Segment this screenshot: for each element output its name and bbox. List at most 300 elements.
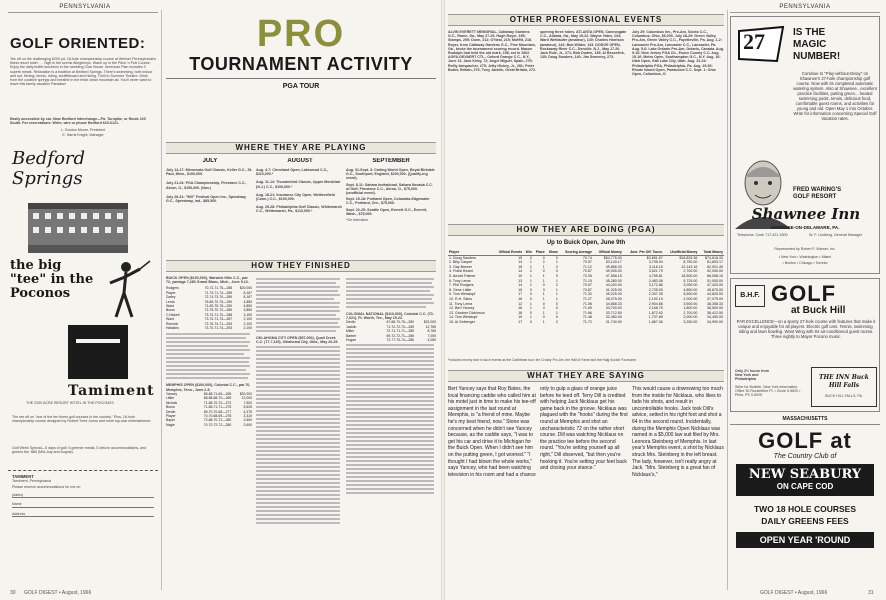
saying-col-1: Bert Yancey says that Roy Bates, the local financing caddie who called him at his motel just in time to make his tee-off assignment in the last round at Memphis, is "a friend of mine. Maybe he's my best friend, now." Stone was concerned when he didn't see Yancey because, as the caddie says, "I was to get his car and drive it to Michigan for the Buick Open. When I didn't see him on the putting green, I got worried." "I thought I had blown the whole works," says Yancey, who had been watching television in his room and had a chance (448, 386, 536, 478)
golf-oriented-headline: GOLF ORIENTED: (10, 35, 146, 52)
result-cell: 73-70-71-73—287 (204, 317, 233, 322)
result-cell: 68-68-68-70—269 (203, 396, 232, 401)
tamiment-coupon[interactable] (8, 470, 158, 520)
money-cell: 70.87 (582, 269, 592, 274)
result-cell: $20,000 (239, 391, 252, 396)
money-cell: 2,904.86 (648, 301, 663, 306)
money-header-cell: Place (533, 250, 546, 255)
ad-27-headline-2: MAGIC (793, 39, 827, 50)
pga-tour-label: PGA TOUR (166, 78, 436, 90)
seabury-logo-2: ON CAPE COD (776, 482, 834, 491)
seabury-logo-box (736, 464, 874, 496)
money-cell: 1,707.89 (648, 315, 663, 320)
money-cell: 0 (542, 269, 545, 274)
golf-resort-label: GOLF RESORT (793, 194, 837, 200)
money-cell: 53,143.17 (605, 260, 622, 265)
money-cell: 31,740.00 (605, 319, 622, 324)
fred-waring-label: FRED WARING'S (793, 187, 842, 193)
money-cell: 1 (542, 310, 545, 315)
money-cell: 8. Gene Littler (449, 287, 472, 292)
money-cell: 33,712.50 (605, 310, 622, 315)
big-tee-tagline: the big "tee" in the Poconos (10, 257, 94, 301)
money-cell: 2 (529, 269, 532, 274)
month-september-label: SEPTEMBER (372, 158, 410, 164)
result-cell: Boros (166, 405, 175, 410)
results-column-right (346, 276, 436, 586)
right-state-header: PENNSYLVANIA (779, 4, 831, 10)
result-cell: Devlin (346, 320, 356, 325)
buck-hill-inn-location: BUCK HILL FALLS, PA. (825, 394, 863, 398)
money-cell: 62,001.49 (707, 264, 723, 269)
money-cell: 1 (542, 296, 545, 301)
money-cell: 34,450.00 (707, 315, 723, 320)
money-header-cell: Aver. Per Off. Tourn. (623, 250, 664, 255)
money-cell: 66,058.15 (707, 273, 723, 278)
memphis-results-table (166, 392, 252, 427)
money-cell: 0 (555, 315, 558, 320)
result-cell: 70-70-68-69—278 (203, 413, 232, 418)
money-cell: 3,172.86 (648, 283, 663, 288)
money-cell: 3,500.00 (683, 301, 698, 306)
money-cell: 4. Frank Beard (449, 269, 473, 274)
money-cell: 71.48 (582, 315, 592, 320)
result-cell: Devlin (166, 409, 176, 414)
result-cell: 8,167 (243, 295, 252, 300)
money-cell: 45,875.00 (707, 287, 723, 292)
money-cell: 17 (518, 319, 523, 324)
right-footer-magazine: GOLF DIGEST • August, 1966 (760, 590, 828, 596)
golf-oriented-body: Tee off on the challenging 6200-yd. 18-hole championship course at Weimer Pennsylvania's finest resort hotel . . . high in the scenic Alleghenys. Warm up in the Pitch 'n Putt Course. Enjoy the daily buffet luncheon in the rambling Club House. American Plan includes 3 superb meals. Relaxation is a tradition at Bedford Springs. There's swimming, both indoor and out, fishing, tennis, riding, shuffleboard and hiking. Thrill to Summer Theatre. Drink from the curative springs and breathe in the fresh clean mountain air. You'll never want to leave this family vacation Paradise! (10, 57, 156, 87)
money-cell: 1 (529, 315, 532, 320)
money-cell: 0 (542, 255, 545, 260)
result-cell: 12,000 (241, 396, 252, 401)
seabury-logo-1: NEW SEABURY (748, 467, 862, 482)
september-entry-1: Aug. 31-Sept. 3: Carling World Open, Royal Birkdale G.C., Southport, England, $200,000. (Qualify-ing event). (346, 168, 435, 181)
money-cell: 5,600.00 (683, 292, 698, 297)
money-cell: 1 (555, 292, 558, 297)
result-cell: 72-76-74-71—293 (204, 321, 233, 326)
july-entry-2: July 21-24: PGA Championship, Firestone C.C., Akron, O., $150,000. (Nov.) (166, 181, 247, 190)
money-cell: 71.69 (582, 306, 592, 311)
result-cell: 71-69-75-75—290 (204, 304, 233, 309)
money-header-cell: Player (448, 250, 493, 255)
hotel-illustration-icon (28, 187, 128, 253)
result-cell: Jacklin (346, 324, 357, 329)
money-cell: 41,025.00 (605, 287, 622, 292)
money-cell: 71.12 (582, 264, 592, 269)
money-cell: 36,500.00 (707, 306, 723, 311)
tamiment-t-icon (68, 325, 128, 379)
money-cell: 1 (542, 319, 545, 324)
result-cell: 2,100 (243, 317, 252, 322)
pro-header (166, 14, 436, 114)
money-cell: 2 (555, 264, 558, 269)
tamiment-offer: Golf Week Special—5 days of golf, 6 greener meals, 5 deluxe accommodations, and greens fee. $85 (Mid-July and August). (12, 445, 147, 455)
money-cell: 2,700.00 (683, 269, 698, 274)
money-cell: 12 (518, 301, 523, 306)
right-page-number: 31 (868, 590, 874, 596)
seabury-body-2: DAILY GREENS FEES (761, 516, 849, 526)
money-cell: 0 (555, 269, 558, 274)
money-header-cell: Total Money (698, 250, 724, 255)
shawnee-rep: Represented by Robert F. Warner, Inc. (774, 247, 836, 251)
result-cell: 4,050 (427, 338, 436, 343)
september-entry-4: Sept. 22-25: Seattle Open, Everett G.C., Everett, Wash., $75,000. (346, 207, 427, 216)
buck-hill-body: PAR EXCELLENCE—on a sporty 27-hole course with features that make it unique and enjoyable for all players. Electric golf cars. Tennis, swimming, riding and lawn bowling. Want Wing with 84 air-conditioned guest rooms. Three nightly to Mayor Pocono music. (736, 319, 876, 339)
shawnee-manager: W. F. Lindberg, General Manager (809, 233, 862, 237)
money-cell: 61,893.17 (707, 260, 723, 265)
money-header-cell: Win (523, 250, 533, 255)
money-cell: $18,833.36 (679, 255, 698, 260)
oklahoma-header: OKLAHOMA CITY OPEN ($57,000), Quail Creek C.C. (77-7,115), Oklahoma City, Okla., May 26-29. (256, 336, 339, 345)
money-cell: 1 (542, 278, 545, 283)
money-cell: 32,450.00 (605, 315, 622, 320)
july-entry-3: July 28-31: "500" Festival Open Inv., Speedway G.C., Speedway, Ind., $85,500. (166, 194, 247, 204)
money-cell: 0 (529, 310, 532, 315)
buick-results-column (166, 276, 252, 586)
coupon-line: Please reserve accommodations for me on (12, 485, 81, 490)
money-cell: 1 (555, 296, 558, 301)
money-cell: 70.57 (582, 260, 592, 265)
money-cell: 14 (518, 269, 523, 274)
money-cell: 2,192.19 (648, 296, 663, 301)
shawnee-location: SHAWNEE-ON-DELAWARE, PA. (770, 225, 840, 230)
result-cell: Miller (346, 329, 355, 334)
coupon-dates-field[interactable]: (dates) (12, 493, 154, 498)
money-cell: 4,850.00 (683, 287, 698, 292)
money-cell: 16 (518, 264, 523, 269)
page-spine (441, 0, 445, 600)
money-cell: 15. Al Geiberger (449, 319, 475, 324)
money-cell: 38,358.33 (707, 301, 723, 306)
result-cell: 2,100 (243, 321, 252, 326)
money-cell: 19 (518, 315, 523, 320)
result-cell: Lema (166, 299, 175, 304)
result-cell: 7,000 (427, 333, 436, 338)
result-cell: 4,850 (243, 299, 252, 304)
money-cell: 0 (529, 287, 532, 292)
money-cell: 2,307.35 (648, 292, 663, 297)
money-row (448, 320, 724, 325)
money-cell: 51,005.00 (707, 278, 723, 283)
money-cell: 9. Tom Weiskopf (449, 292, 476, 297)
result-cell: 7,500 (243, 400, 252, 405)
result-cell: 71-72-72-70—285 (386, 324, 414, 329)
money-cell: 17 (518, 292, 523, 297)
golfer-silhouette-icon (96, 259, 154, 319)
money-cell: 71.32 (582, 292, 592, 297)
money-cell: 0 (542, 301, 545, 306)
saying-col-2: only to gulp a glass of orange juice before he teed off. Terry Dill is credited with helping Jack Nicklaus get his game back in the groove. Nicklaus was plagued with the "hooks" during the first round at Memphis and shot an uncharacteristic 72 on the rather short course. Dill was watching Nicklaus on the practice tee before the second round. "You're setting yourself up all right," Dill observed, "but then you're hooking it. You're setting your feet back and closing your stance." (540, 386, 628, 472)
result-cell: Zarley (166, 295, 176, 300)
money-header-cell: Unofficial Money (664, 250, 699, 255)
shawnee-inn-logo: Shawnee Inn (751, 205, 861, 223)
golf-oriented-note: Easily accessible by car. Near Bedford interchange—Pa. Turnpike, or Route 220 South. For reservations: Write, wire or phone Bedford 623-6121. (10, 117, 146, 126)
money-cell: 47,558.15 (605, 273, 622, 278)
result-cell: 69-72-72-71—286 (386, 333, 414, 338)
tamiment-body: The tee off on "one of the ten finest golf courses in the country." Plus, 18-hole championship course designed by Robert Trent Jones and more top-star entertainment. (12, 414, 152, 424)
coupon-name-field[interactable]: Name (12, 502, 154, 507)
money-cell: 1 (529, 273, 532, 278)
money-cell: 15 (518, 287, 523, 292)
money-cell: 10. R.H. Sikes (449, 296, 472, 301)
result-cell: 2,100 (243, 326, 252, 331)
money-cell: 1 (529, 260, 532, 265)
other-events-col-3: July 29: Columbus Inv., Pro-Am, Scioto C.C., Columbus, Ohio, $6,000. July 28-29: Green Valley Pro-Am, Green Valley C.C., Fayetteville, Pa. Aug. 1-2: Lancaster Pro-Am, Lancaster C.C., Lancaster, Pa. Aug. 5-6: Lake Ontario Pro-Am, Ontario, Canada. Aug. 9-10: New Jersey PGA Ch., Essex County C.C. Aug. 15-16: Metro Open, Southampton G.C., N.Y. Aug. 16: Utah Open, Salt Lake City, Utah. Aug. 23-24: Philadelphia PGA, Philadelphia, Pa. Aug. 29-30: Rhode Island Open, Pawtucket C.C. Sept. 1: Ohio Open, Columbus, O. (632, 30, 724, 77)
money-cell: 1 (529, 283, 532, 288)
money-cell: 44,825.00 (707, 292, 723, 297)
how-doing-title: HOW THEY ARE DOING (PGA) (448, 224, 724, 236)
money-cell: 2 (529, 255, 532, 260)
money-cell: 13. Gardner Dickinson (449, 310, 485, 315)
result-cell: Littler (166, 396, 175, 401)
coupon-title: TAMIMENT (12, 473, 34, 479)
how-finished-title: HOW THEY FINISHED (166, 260, 436, 272)
result-cell: Boros (166, 308, 175, 313)
left-state-header: PENNSYLVANIA (59, 4, 111, 10)
seabury-banner: OPEN YEAR 'ROUND (736, 532, 874, 548)
result-cell: 5,625 (243, 405, 252, 410)
result-cell: Rennick (166, 321, 179, 326)
contact-president: L. Gordon Moore, President (60, 128, 106, 133)
money-cell: $54,775.00 (603, 255, 622, 260)
money-cell: 71.06 (582, 301, 592, 306)
money-cell: 2,000.00 (683, 296, 698, 301)
buck-hill-subhead: at Buck Hill (791, 305, 846, 316)
result-cell: Hawkins (166, 326, 179, 331)
money-cell: 0 (555, 255, 558, 260)
new-seabury-ad (730, 416, 880, 592)
result-cell: 4,375 (243, 409, 252, 414)
money-cell: 44,420.00 (605, 283, 622, 288)
what-saying-title: WHAT THEY ARE SAYING (448, 370, 724, 382)
seabury-state: MASSACHUSETTS (730, 416, 880, 425)
money-cell: 70.97 (582, 283, 592, 288)
coupon-address: Tamiment, Pennsylvania (12, 478, 51, 483)
result-cell: 72-74-73-70—289 (204, 295, 233, 300)
money-cell: 36,412.50 (707, 310, 723, 315)
money-cell: 1 (555, 287, 558, 292)
result-cell: $22,000 (423, 320, 436, 325)
result-cell: Yancey (166, 391, 178, 396)
result-cell: 72-75-70-72—289 (204, 308, 233, 313)
money-cell: 2,700.00 (683, 310, 698, 315)
money-cell: 2,168.75 (648, 306, 663, 311)
money-cell: 1 (529, 301, 532, 306)
result-cell: Rodgers (166, 286, 179, 291)
ad-27-number: 27 (743, 29, 765, 54)
money-cell: 34,990.00 (707, 319, 723, 324)
september-footnote: *On television. (346, 218, 370, 223)
money-cell: 14 (518, 283, 523, 288)
colonial-results-table (346, 320, 436, 342)
money-cell: 3,483.08 (648, 278, 663, 283)
ad-27-headline-1: IS THE (793, 27, 826, 38)
money-cell: 0 (529, 296, 532, 301)
buick-results-table (166, 286, 252, 330)
result-cell: 70-70-72-72—280 (203, 422, 232, 427)
buck-hill-golf-headline: GOLF (771, 281, 837, 306)
money-cell: 70.35 (582, 273, 592, 278)
money-cell: 0 (529, 292, 532, 297)
money-table-footnote: *Includes money won in such events as the Caribbean tour, the Crosby Pro-Am, the Hall of Fame and the Haig Scotch Foursome. (448, 358, 637, 362)
money-cell: 3. Gay Brewer (449, 264, 472, 269)
money-cell: 1 (555, 260, 558, 265)
money-cell: 4,755.81 (648, 273, 663, 278)
tamiment-logo: Tamiment (68, 382, 155, 399)
money-cell: 11. Tony Lema (449, 301, 473, 306)
money-header-cell: Scoring Average (559, 250, 593, 255)
colonial-result-row (346, 338, 436, 342)
money-table-title: Up to Buick Open, June 9th (546, 240, 626, 246)
money-cell: 34,700.00 (605, 306, 622, 311)
money-cell: 0 (529, 319, 532, 324)
money-cell: 3,250.00 (683, 319, 698, 324)
result-cell: $20,000 (239, 286, 252, 291)
money-cell: 35,075.00 (605, 296, 622, 301)
buick-header: BUICK OPEN ($100,000), Warwick Hills C.C., par 72, yardage 7,280 Grand Blanc, Mich., June 9-12. (166, 276, 249, 285)
result-cell: 69-70-70-68—277 (203, 409, 232, 414)
money-header-cell: Show (546, 250, 559, 255)
money-header-cell: Official Money (593, 250, 623, 255)
money-cell: 1 (542, 292, 545, 297)
result-cell: Bayer (166, 418, 175, 423)
money-cell: 47,420.00 (707, 283, 723, 288)
money-cell: 39,225.00 (605, 292, 622, 297)
result-cell: Nichols (166, 400, 178, 405)
money-cell: 45,280.00 (605, 278, 622, 283)
result-cell: 2,600 (243, 418, 252, 423)
money-cell: 6. Tony Lema (449, 278, 471, 283)
shawnee-phone: Telephone: Code 717-421-1500 (737, 233, 788, 237)
result-cell: Nagle (166, 422, 175, 427)
buck-hill-ad (730, 278, 880, 412)
result-cell: 71-73-71-74—289 (204, 290, 233, 295)
month-august (256, 158, 344, 258)
money-cell: 15 (518, 255, 523, 260)
result-cell: 4,850 (243, 304, 252, 309)
money-cell: 3 (542, 287, 545, 292)
money-cell: 0 (542, 283, 545, 288)
money-cell: 0 (555, 301, 558, 306)
result-cell: 76-69-70-75—290 (204, 299, 233, 304)
money-cell: 2. Billy Casper (449, 260, 473, 265)
result-cell: 70-72-71-75—288 (204, 286, 233, 291)
result-cell: 12,765 (425, 324, 436, 329)
buck-hill-inn-name: THE INN Buck Hill Falls (819, 374, 869, 389)
result-cell: 65-68-71-69—265 (203, 391, 232, 396)
buck-hill-inn-box (811, 367, 877, 407)
money-cell: 0 (555, 306, 558, 311)
coupon-address-field[interactable]: Address (12, 512, 154, 517)
left-footer-magazine: GOLF DIGEST • August, 1966 (24, 590, 92, 596)
money-cell: 1 (555, 310, 558, 315)
money-cell: 71.15 (582, 278, 592, 283)
other-events-title: OTHER PROFESSIONAL EVENTS (448, 14, 724, 26)
left-page-number: 30 (10, 590, 16, 596)
money-cell: 34,858.33 (605, 301, 622, 306)
result-cell: 67-68-70-75—280 (386, 320, 414, 325)
money-cell: 1,872.92 (648, 310, 663, 315)
money-cell: 3,000.00 (683, 283, 698, 288)
result-cell: 73-74-71-70—288 (204, 312, 233, 317)
money-cell: 10 (518, 273, 523, 278)
shawnee-inn-ad (730, 16, 880, 274)
money-cell: 18,500.00 (681, 273, 698, 278)
money-cell: 1. Doug Sanders (449, 255, 476, 260)
results-column-middle (256, 276, 342, 586)
result-cell: 73-70-71-74—293 (204, 326, 233, 331)
other-events-col-2: opening three holes. ATLANTA OPEN, Cannongate C.C., Atlanta, Ga., May 19-22. Wayne Yates, 134; Ward Wettlaufer (amateur), 140; Charles Harrison (amateur), 142; Bob Wilder, 143. DODGE OPEN, Rockaway River C.C., Denville, N.J., May 17-20. Jack Rule, Jr., 271; Bob Duden, 135; Al Besselink, 135; Doug Sanders, 140; Jim Sweeney, 273. (540, 30, 627, 60)
money-header-cell: Official Events (493, 250, 523, 255)
money-cell: 1 (555, 278, 558, 283)
contact-manager: E. Harris Knight, Manager (62, 132, 104, 137)
result-cell: Hogan (346, 338, 356, 343)
money-cell: 16 (518, 306, 523, 311)
money-cell: 70.74 (582, 255, 592, 260)
buick-result-row (166, 326, 252, 330)
month-july-label: JULY (202, 158, 218, 164)
money-cell: 16 (518, 296, 523, 301)
money-cell: 8,750.00 (683, 260, 698, 265)
money-cell: 1,800.00 (683, 306, 698, 311)
result-cell: Player (166, 413, 176, 418)
money-cell: 49,858.33 (605, 264, 622, 269)
month-september (346, 158, 436, 258)
result-cell: Barber (346, 333, 357, 338)
colonial-header: COLONIAL NATIONAL ($110,000), Colonial C.C. (70-7,021), Ft. Worth, Tex., May 19-22. (346, 312, 434, 321)
august-entry-4: Aug. 25-28: Philadelphia Golf Classic, Whitemarsh C.C., Whitemarsh, Pa., $110,000.* (256, 205, 342, 214)
result-cell: 71-68-70-70—272 (203, 400, 232, 405)
money-cell: 1 (529, 278, 532, 283)
money-cell: 71.66 (582, 310, 592, 315)
money-cell: 2 (542, 260, 545, 265)
money-cell: 2,735.00 (648, 287, 663, 292)
result-cell: Ward (166, 304, 174, 309)
tamiment-logo-block (8, 259, 158, 409)
money-cell: 52,005.00 (707, 269, 723, 274)
pro-title: PRO (256, 14, 346, 55)
september-entry-2: Sept. 8-11: Sahara Invitational, Sahara Nevada C.C. of Golf, Firestone C.C., Akron, O., $75,000. (unofficial event). (346, 182, 433, 196)
result-cell: Player (166, 290, 176, 295)
money-cell: 0 (542, 306, 545, 311)
money-cell: 3,521.79 (648, 269, 663, 274)
result-cell: C.Nickell (166, 312, 180, 317)
money-cell: 14 (518, 260, 523, 265)
buck-hill-distance: Only 2½ hours from New York and Philadelphia (735, 369, 769, 382)
money-cell: 0 (542, 315, 545, 320)
money-cell: 71.27 (582, 296, 592, 301)
result-cell: 3,310 (243, 413, 252, 418)
money-cell: 13 (518, 278, 523, 283)
result-cell: 3,150 (243, 312, 252, 317)
money-cell: 3,116.15 (649, 264, 663, 269)
memphis-header: MEMPHIS OPEN ($100,000), Colonial C.C., par 70, Memphis, Tenn., June 2-5. (166, 383, 251, 392)
result-cell: 8,765 (427, 329, 436, 334)
result-cell: 71-65-71-71—275 (203, 405, 232, 410)
seabury-golf-headline: GOLF at (758, 428, 852, 453)
money-cell: 5,725.00 (683, 278, 698, 283)
money-cell: 2 (555, 319, 558, 324)
buck-hill-write: Write for Bulletin, New York information. Office 30 Rockefeller Pl. • Circle 5-5620 • Phila. PS 3-5925 (735, 385, 801, 398)
august-entry-2: Aug. 11-14: Thunderbird Classic, Upper Montclair (N.J.) C.C., $100,000.* (256, 180, 341, 189)
money-cell: 3,795.94 (648, 260, 663, 265)
money-cell: 49,305.00 (605, 269, 622, 274)
where-playing-title: WHERE THEY ARE PLAYING (166, 142, 436, 154)
money-cell: 12. Bert Yancey (449, 306, 475, 311)
money-cell: 71.72 (582, 319, 592, 324)
money-cell: 70.87 (582, 287, 592, 292)
